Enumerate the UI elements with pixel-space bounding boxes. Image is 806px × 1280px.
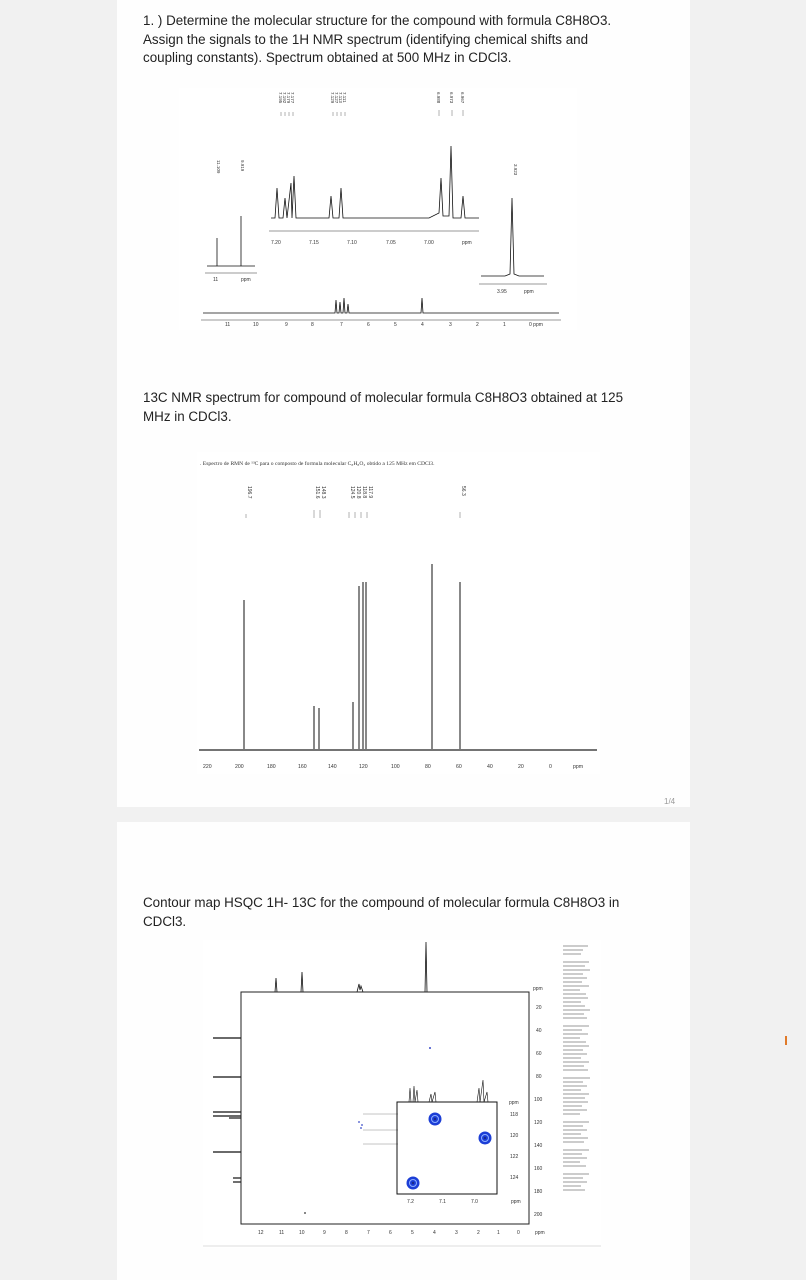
hsqc-f2-tick: 0 <box>517 1230 520 1236</box>
c13-axis-tick: 40 <box>487 764 493 770</box>
hsqc-f1-tick: 200 <box>534 1212 543 1218</box>
h1-main-tick: 8 <box>311 322 314 328</box>
hsqc-inset-f1-tick: 122 <box>510 1154 519 1160</box>
h1-main-tick: 7 <box>340 322 343 328</box>
h1-peak-label: 7.195 <box>278 92 283 104</box>
c13-caption: . Espectro de RMN de ¹³C para o composto de formula molecular C₈H₈O₃ obtido a 125 MHz em CDCl3. <box>200 461 435 467</box>
hsqc-f2-tick: 1 <box>497 1230 500 1236</box>
hsqc-f2-unit: ppm <box>535 1230 545 1236</box>
hsqc-inset-f1-tick: 120 <box>510 1133 519 1139</box>
c13-axis-tick: 60 <box>456 764 462 770</box>
h1-main-tick: 3 <box>449 322 452 328</box>
c13-peak-label: 118.8 <box>361 486 367 499</box>
h1-inset-tick: ppm <box>524 289 534 295</box>
c13-heading <box>143 389 623 426</box>
hsqc-inset-f2-tick: 7.2 <box>407 1199 414 1205</box>
h1-main-tick: 11 <box>225 322 231 328</box>
c13-axis-tick: 80 <box>425 764 431 770</box>
hsqc-f2-tick: 2 <box>477 1230 480 1236</box>
h1-inset-tick: ppm <box>241 277 251 283</box>
question-text <box>143 12 611 68</box>
hsqc-f2-tick: 6 <box>389 1230 392 1236</box>
hsqc-inset-f2-tick: 7.1 <box>439 1199 446 1205</box>
h1-zoom-tick: 7.05 <box>386 240 396 246</box>
h1-peak-label: 6.973 <box>449 92 454 104</box>
c13-axis-tick: 200 <box>235 764 244 770</box>
h1-zoom-tick: 7.10 <box>347 240 357 246</box>
hsqc-f2-tick: 8 <box>345 1230 348 1236</box>
c13-peak-label: 56.3 <box>460 486 466 496</box>
h1-zoom-tick: 7.00 <box>424 240 434 246</box>
hsqc-heading-line-1: Contour map HSQC 1H- 13C for the compound of molecular formula C8H8O3 in <box>143 895 620 910</box>
hsqc-heading-line-2: CDCl3. <box>143 913 187 929</box>
hsqc-inset-cross-peak <box>407 1177 420 1190</box>
c13-peak-label: 151.6 <box>314 486 320 499</box>
hsqc-inset-cross-peak <box>479 1132 492 1145</box>
hsqc-f1-unit: ppm <box>533 986 543 992</box>
hsqc-cross-peak <box>429 1047 431 1049</box>
h1-peak-label: 7.113 <box>338 92 343 103</box>
h1-peak-label: 7.111 <box>342 92 347 103</box>
hsqc-cross-peak <box>358 1121 360 1123</box>
document-page-1 <box>117 0 690 807</box>
h1-peak-label: 7.127 <box>334 92 339 104</box>
h1-zoom-tick: 7.20 <box>271 240 281 246</box>
hsqc-f2-tick: 3 <box>455 1230 458 1236</box>
hsqc-cross-peak <box>361 1124 363 1126</box>
page-number: 1/4 <box>664 797 676 806</box>
c13-axis-tick: 140 <box>328 764 337 770</box>
hsqc-f1-tick: 80 <box>536 1074 542 1080</box>
hsqc-inset-f2-tick: 7.0 <box>471 1199 478 1205</box>
hsqc-cross-peak <box>304 1212 306 1214</box>
hsqc-f1-tick: 100 <box>534 1097 543 1103</box>
c13-peak-label: 120.8 <box>355 486 361 499</box>
hsqc-heading <box>143 894 619 931</box>
c13-peak-label: 148.3 <box>320 486 326 499</box>
hsqc-inset-f1-tick: 118 <box>510 1112 518 1118</box>
h1-peak-label: 11.109 <box>216 160 221 174</box>
c13-heading-line-1: 13C NMR spectrum for compound of molecular formula C8H8O3 obtained at 125 <box>143 390 624 405</box>
question-line-3: coupling constants). Spectrum obtained at 500 MHz in CDCl3. <box>143 50 512 65</box>
hsqc-f2-tick: 4 <box>433 1230 436 1236</box>
c13-axis-tick: 20 <box>518 764 524 770</box>
c13-axis-tick: 100 <box>391 764 400 770</box>
hsqc-f2-tick: 11 <box>279 1230 285 1236</box>
edge-marker <box>785 1036 787 1045</box>
hsqc-f2-tick: 5 <box>411 1230 414 1236</box>
c13-nmr-spectrum <box>197 452 600 774</box>
h1-peak-label: 6.988 <box>436 92 441 104</box>
hsqc-f1-tick: 160 <box>534 1166 543 1172</box>
hsqc-inset-f1-tick: 124 <box>510 1175 519 1181</box>
c13-axis-tick: 0 <box>549 764 552 770</box>
c13-peak-label: 196.7 <box>246 486 252 499</box>
question-line-2: Assign the signals to the 1H NMR spectrum (identifying chemical shifts and <box>143 31 589 47</box>
c13-axis-tick: 220 <box>203 764 212 770</box>
hsqc-inset-cross-peak <box>429 1113 442 1126</box>
hsqc-inset-unit: ppm <box>511 1199 521 1205</box>
h1-peak-label: 7.179 <box>286 92 291 104</box>
hsqc-f2-tick: 10 <box>299 1230 305 1236</box>
h1-zoom-tick: ppm <box>462 240 472 246</box>
h1-peak-label: 3.923 <box>513 164 518 176</box>
h1-main-tick: 6 <box>367 322 370 328</box>
h1-main-tick: 9 <box>285 322 288 328</box>
hsqc-f2-tick: 7 <box>367 1230 370 1236</box>
c13-heading-line-2: MHz in CDCl3. <box>143 408 232 424</box>
document-page-2 <box>117 822 690 1280</box>
hsqc-contour-map <box>203 940 601 1248</box>
h1-nmr-spectrum <box>179 88 577 330</box>
h1-inset-tick: 11 <box>213 277 219 283</box>
h1-main-tick: 5 <box>394 322 397 328</box>
c13-axis-tick: 180 <box>267 764 276 770</box>
hsqc-f2-tick: 12 <box>258 1230 264 1236</box>
h1-main-tick: 1 <box>503 322 506 328</box>
h1-main-tick: 4 <box>421 322 424 328</box>
hsqc-f1-tick: 140 <box>534 1143 543 1149</box>
c13-peak-label: 117.9 <box>367 486 373 499</box>
hsqc-f1-tick: 40 <box>536 1028 542 1034</box>
hsqc-f1-tick: 20 <box>536 1005 542 1011</box>
h1-zoom-tick: 7.15 <box>309 240 319 246</box>
h1-main-tick: 10 <box>253 322 259 328</box>
h1-peak-label: 7.129 <box>330 92 335 104</box>
h1-peak-label: 9.919 <box>240 160 245 172</box>
h1-peak-label: 6.967 <box>460 92 465 104</box>
c13-peak-label: 124.5 <box>349 486 355 499</box>
hsqc-f1-tick: 180 <box>534 1189 543 1195</box>
c13-axis-tick: 160 <box>298 764 307 770</box>
hsqc-inset-unit: ppm <box>509 1100 519 1106</box>
h1-peak-label: 7.192 <box>282 92 287 104</box>
hsqc-f2-tick: 9 <box>323 1230 326 1236</box>
hsqc-f1-tick: 60 <box>536 1051 542 1057</box>
h1-peak-label: 7.177 <box>290 92 295 104</box>
h1-main-tick: 2 <box>476 322 479 328</box>
c13-axis-tick: ppm <box>573 764 584 770</box>
hsqc-f1-tick: 120 <box>534 1120 543 1126</box>
h1-main-tick: 0 ppm <box>529 322 543 328</box>
question-line-1: 1. ) Determine the molecular structure for the compound with formula C8H8O3. <box>143 13 612 28</box>
c13-axis-tick: 120 <box>359 764 368 770</box>
h1-inset-tick: 3.95 <box>497 289 507 295</box>
hsqc-cross-peak <box>360 1127 362 1129</box>
